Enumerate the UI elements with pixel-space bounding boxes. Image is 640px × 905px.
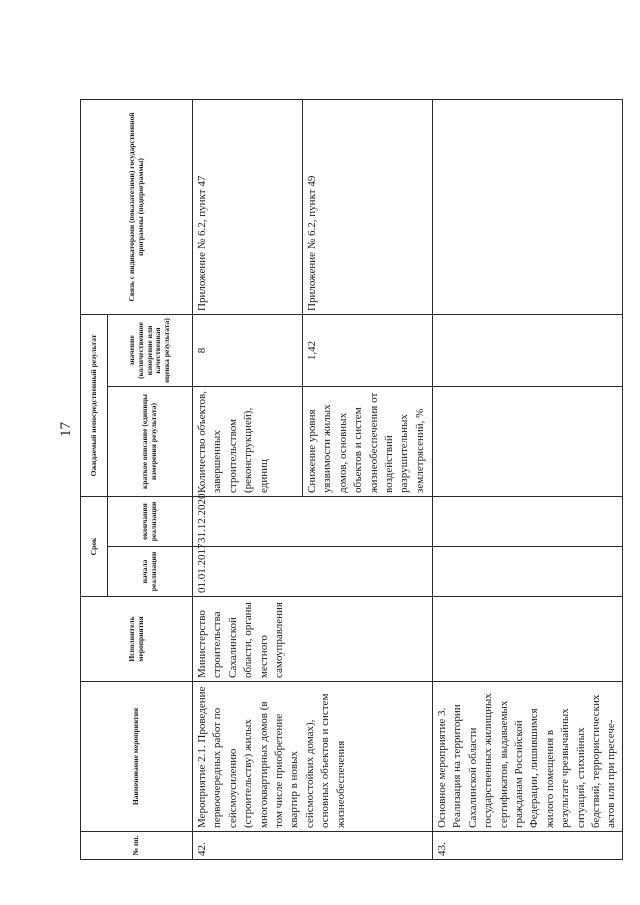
header-num: № пп. [81,832,193,860]
page-number: 17 [58,422,74,437]
header-link: Связь с индикаторами (показателями) государственной программы (подпрограммы) [81,99,193,314]
result-value: 8 [193,314,303,386]
result-value [433,314,623,386]
measure-name: Основное мероприятие 3. Реализация на территории Сахалинской области государственных жилищных сертификатов, выдаваемых гражданам Российской Федерации, лишившимся жилого помещения в результате чрезвычайных ситуаций, стихийных бедствий, террористических актов или при пресече- [433,682,623,832]
result-description: Количество объектов, завершенных строительством (реконструкцией), единиц [193,386,303,496]
header-executor: Исполнитель мероприятия [81,597,193,682]
executor: Министерство строительства Сахалинской области, органы местного самоуправления [193,597,433,682]
result-description [433,386,623,496]
header-term-end: окончания реализации [108,496,193,546]
table-row [433,99,623,859]
row-number: 42. [193,832,433,860]
header-result-value: значение (количественное измерение или качественная оценка результата) [108,314,193,386]
result-description: Снижение уровня уязвимости жилых домов, основных объектов и систем жизнеобеспечения от воздействий разрушительных землетрясений, % [303,386,433,496]
header-result-desc: краткое описание (единицы измерения результата) [108,386,193,496]
start-date [433,547,623,597]
header-term-start: начала реализации [108,547,193,597]
measures-table-frame [80,100,618,860]
start-date: 01.01.2017 [193,547,433,597]
end-date [433,496,623,546]
measures-table [80,99,623,860]
header-term: Срок [81,496,108,596]
indicator-link [433,99,623,314]
row-number: 43. [433,832,623,860]
end-date: 31.12.2020 [193,496,433,546]
indicator-link: Приложение № 6.2, пункт 47 [193,99,303,314]
measure-name: Мероприятие 2.1. Проведение первоочередных работ по сейсмоусилению (строительству) жилых многоквартирных домов (в том числе приобретение квартир в новых сейсмостойких домах), основных объектов и систем жизнеобеспечения [193,682,433,832]
result-value: 1,42 [303,314,433,386]
executor [433,597,623,682]
table-row [193,99,303,859]
header-name: Наименование мероприятия [81,682,193,832]
header-result: Ожидаемый непосредственный результат [81,314,108,496]
indicator-link: Приложение № 6.2, пункт 49 [303,99,433,314]
